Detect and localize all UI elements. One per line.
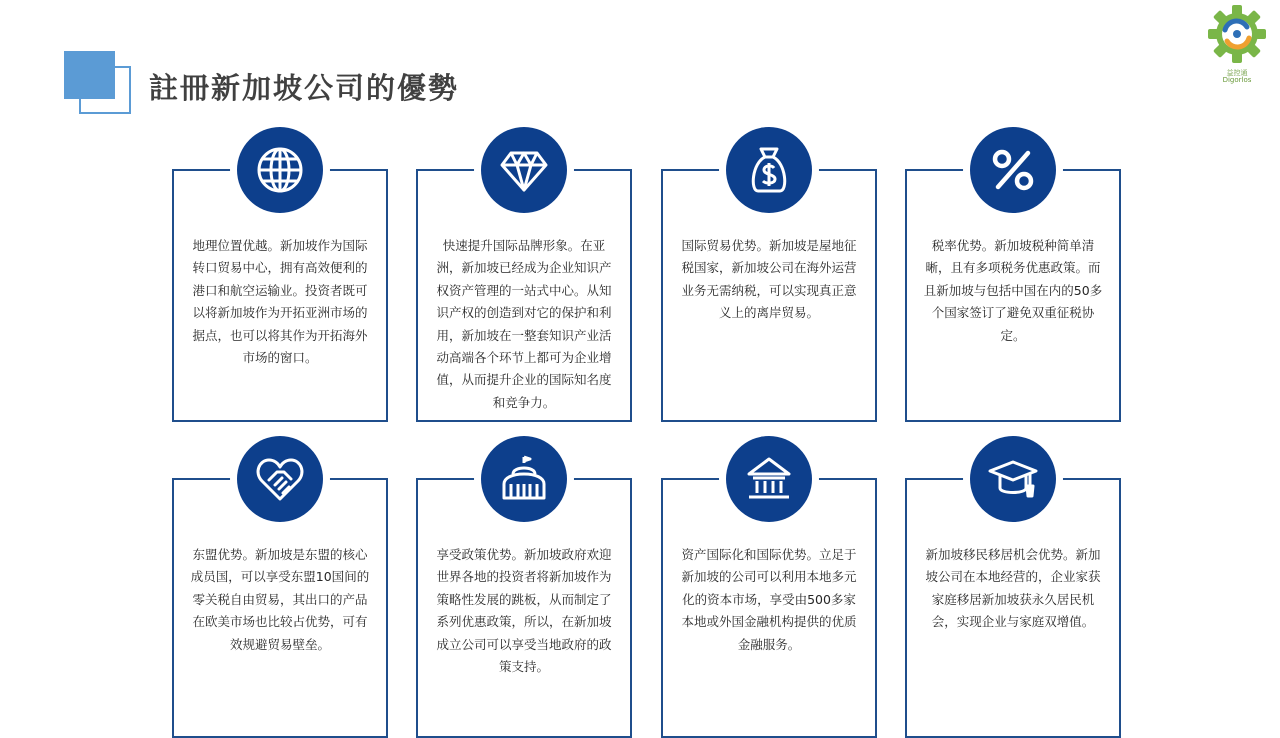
handshake-heart-icon bbox=[255, 454, 305, 504]
globe-icon bbox=[255, 145, 305, 195]
gear-logo-icon bbox=[1203, 2, 1271, 66]
government-building-icon bbox=[499, 454, 549, 504]
bank-icon bbox=[744, 454, 794, 504]
title-decoration-outline bbox=[79, 66, 131, 114]
page-title: 註冊新加坡公司的優勢 bbox=[149, 71, 460, 105]
logo-text-en: Digorlos bbox=[1222, 76, 1252, 84]
card-text: 新加坡移民移居机会优势。新加坡公司在本地经营的，企业家获家庭移居新加坡获永久居民机会，实现企业与家庭双增值。 bbox=[925, 547, 1101, 630]
graduation-cap-icon-circle bbox=[970, 436, 1056, 522]
company-logo bbox=[1203, 2, 1271, 84]
card-text: 享受政策优势。新加坡政府欢迎世界各地的投资者将新加坡作为策略性发展的跳板，从而制定了系列优惠政策，所以，在新加坡成立公司可以享受当地政府的政策支持。 bbox=[436, 547, 612, 675]
money-bag-icon bbox=[744, 145, 794, 195]
bank-icon-circle bbox=[726, 436, 812, 522]
diamond-icon-circle bbox=[481, 127, 567, 213]
percent-icon bbox=[988, 145, 1038, 195]
card-text: 快速提升国际品牌形象。在亚洲，新加坡已经成为企业知识产权资产管理的一站式中心。从知识产权的创造到对它的保护和利用，新加坡在一整套知识产业活动高端各个环节上都可为企业增值，从而提升企业的国际知名度和竞争力。 bbox=[436, 238, 612, 410]
card-text: 地理位置优越。新加坡作为国际转口贸易中心，拥有高效便利的港口和航空运输业。投资者既可以将新加坡作为开拓亚洲市场的据点，也可以将其作为开拓海外市场的窗口。 bbox=[192, 238, 368, 366]
handshake-heart-icon-circle bbox=[237, 436, 323, 522]
logo-text-cn: 益控通 bbox=[1226, 69, 1248, 77]
card-text: 资产国际化和国际优势。立足于新加坡的公司可以利用本地多元化的资本市场，享受由500多家本地或外国金融机构提供的优质金融服务。 bbox=[681, 547, 857, 652]
government-building-icon-circle bbox=[481, 436, 567, 522]
graduation-cap-icon bbox=[988, 454, 1038, 504]
card-text: 国际贸易优势。新加坡是屋地征税国家，新加坡公司在海外运营业务无需纳税，可以实现真正意义上的离岸贸易。 bbox=[681, 238, 857, 321]
card-text: 税率优势。新加坡税种简单清晰，且有多项税务优惠政策。而且新加坡与包括中国在内的50多个国家签订了避免双重征税协定。 bbox=[923, 238, 1103, 343]
money-bag-icon-circle bbox=[726, 127, 812, 213]
card-text: 东盟优势。新加坡是东盟的核心成员国，可以享受东盟10国间的零关税自由贸易，其出口的产品在欧美市场也比较占优势，可有效规避贸易壁垒。 bbox=[190, 547, 370, 652]
diamond-icon bbox=[499, 145, 549, 195]
globe-icon-circle bbox=[237, 127, 323, 213]
percent-icon-circle bbox=[970, 127, 1056, 213]
